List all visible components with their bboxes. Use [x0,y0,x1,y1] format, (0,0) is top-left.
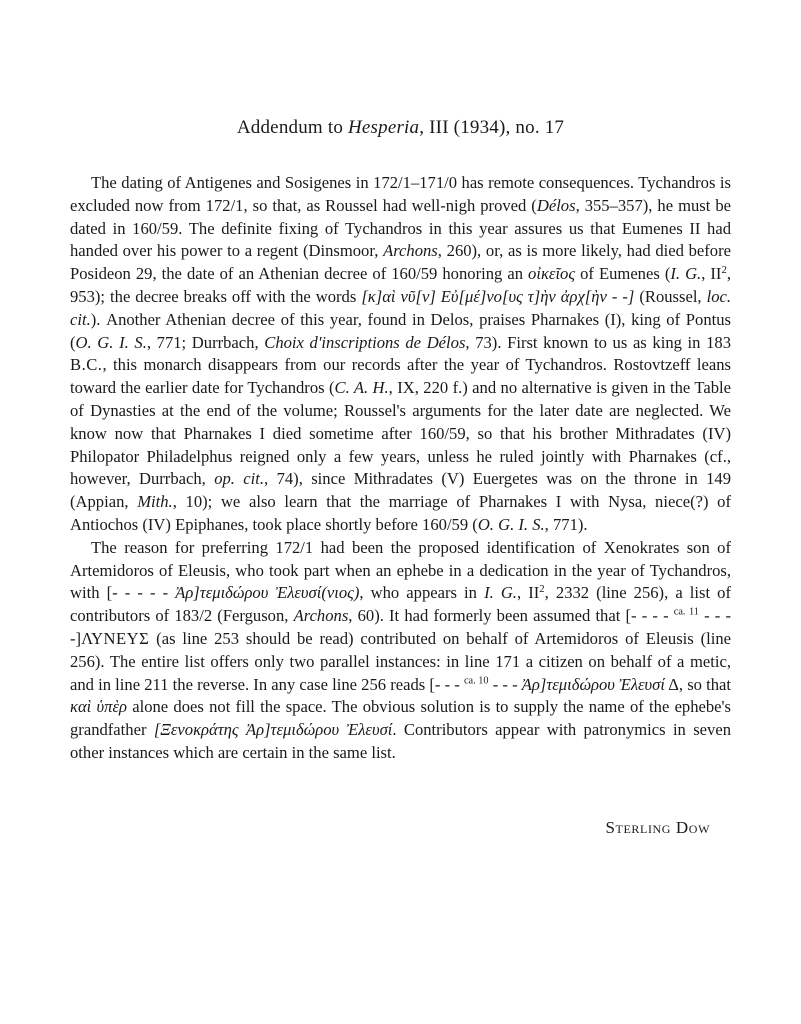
journal-name: Hesperia [347,117,420,138]
paragraph-1: The dating of Antigenes and Sosigenes in 172/1–171/0 has remote consequences. Tychandros is excluded now from 172/1, so that, as Roussel had well-nigh proved (Délos, 355–357), he must be dated in 160/59. The definite fixing of Tychandros in this year assures us that Eumenes II had handed over his power to a regent (Dinsmoor, Archons, 260), or, as is more likely, had died before Posideon 29, the date of an Athenian decree of 160/59 honoring an οἰκεῖος of Eumenes (I. G., $II^2$, 953); the decree breaks off with the words [κ]αὶ νῦ[ν] Εὐ[μέ]νο[υς τ]ὴν ἀρχ[ὴν - -] (Roussel, loc. cit.). Another Athenian decree of this year, found in Delos, praises Pharnakes (I), king of Pontus (O. G. I. S., 771; Durrbach, Choix d'inscriptions de Délos, 73). First known to us as king in 183 B.C., this monarch disappears from our records after the year of Tychandros. Rostovtzeff leans toward the earlier date for Tychandros (C. A. H., IX, 220 f.) and no alternative is given in the Table of Dynasties at the end of the volume; Roussel's arguments for the later date are neglected. We know now that Pharnakes I died sometime after 160/59, so that his brother Mithradates (IV) Philopator Philadelphus reigned only a few years, unless he ruled jointly with Pharnakes (cf., however, Durrbach, op. cit., 74), since Mithradates (V) Euergetes was on the throne in 149 (Appian, Mith., 10); we also learn that the marriage of Pharnakes I with Nysa, niece(?) of Antiochos (IV) Epiphanes, took place shortly before 160/59 (O. G. I. S., 771). [70,173,732,534]
body-text [70,172,731,765]
page-title: Addendum to Hesperia, III (1934), no. 17 [236,117,565,138]
author-signature: Sterling Dow [605,818,710,837]
paragraph-2: The reason for preferring 172/1 had been the proposed identification of Xenokrates son of Artemidoros of Eleusis, who took part when an ephebe in a dedication in the year of Tychandros, with [- - - - - Ἀρ]τεμιδώρου Ἐλευσί(νιος), who appears in I. G., $II^2$, 2332 (line 256), a list of contributors of 183/2 (Ferguson, Archons, 60). It had formerly been assumed that [- - - - $^{ca. 11}$ - - - -]ΛΥΝΕΥΣ (as line 253 should be read) contributed on behalf of Artemidoros of Eleusis (line 256). The entire list offers only two parallel instances: in line 171 a citizen on behalf of a metic, and in line 211 the reverse. In any case line 256 reads [- - - $^{ca. 10}$ - - - Ἀρ]τεμιδώρου Ἐλευσί Δ, so that καὶ ὑπὲρ alone does not fill the space. The obvious solution is to supply the name of the ephebe's grandfather [Ξενοκράτης Ἀρ]τεμιδώρου Ἐλευσί. Contributors appear with patronymics in seven other instances which are certain in the same list. [70,537,731,762]
